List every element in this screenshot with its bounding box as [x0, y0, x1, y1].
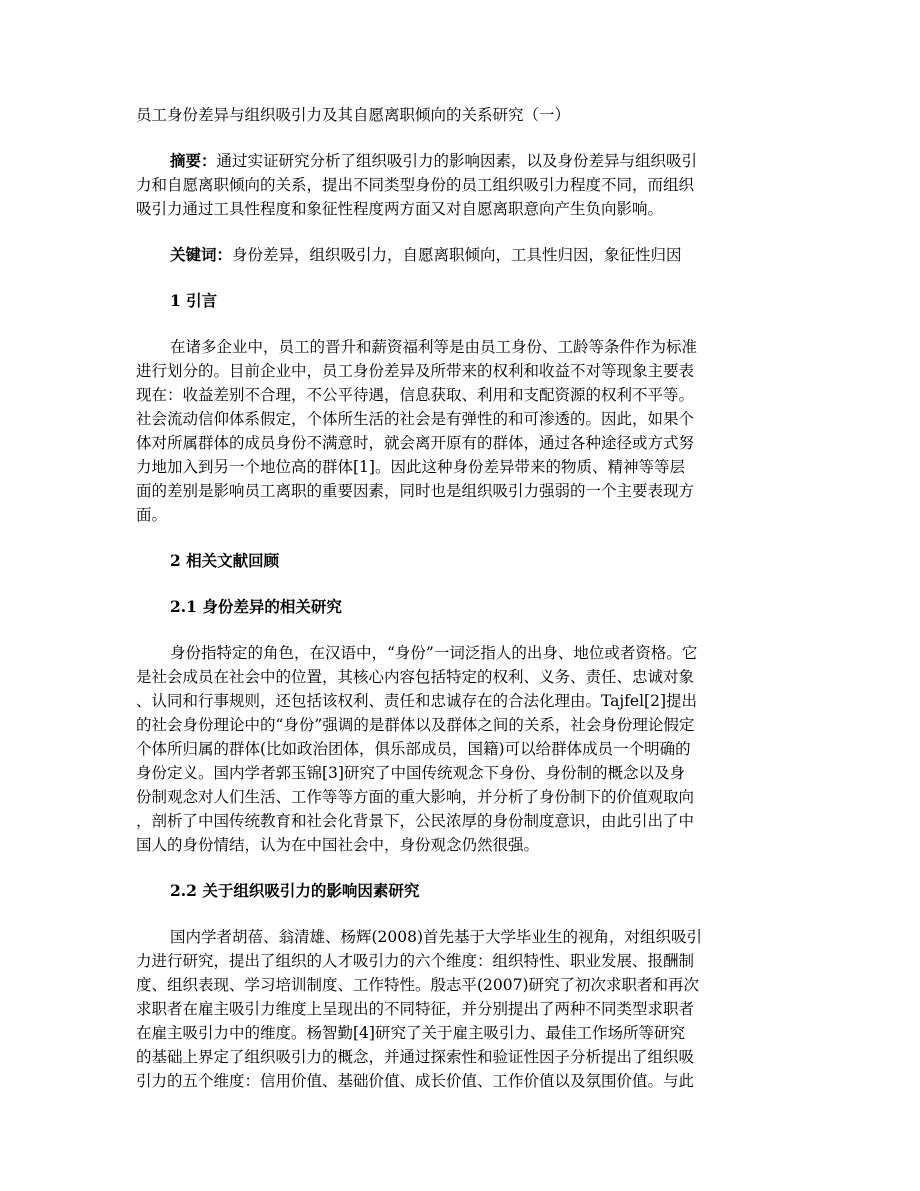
paragraph-line: 社会流动信仰体系假定，个体所生活的社会是有弹性的和可渗透的。因此，如果个	[136, 410, 695, 428]
section-paragraph	[136, 925, 786, 1093]
abstract-text: 通过实证研究分析了组织吸引力的影响因素，以及身份差异与组织吸引	[216, 152, 698, 170]
section-paragraph	[136, 641, 786, 857]
paragraph-line: 、认同和行事规则，还包括该权利、责任和忠诚存在的合法化理由。Tajfel[2]提出	[136, 692, 698, 710]
paragraph-line: 身份定义。国内学者郭玉锦[3]研究了中国传统观念下身份、身份制的概念以及身	[136, 764, 685, 782]
paragraph-line: 度、组织表现、学习培训制度、工作特性。殷志平(2007)研究了初次求职者和再次	[136, 976, 700, 994]
paragraph-line: 在诸多企业中，员工的晋升和薪资福利等是由员工身份、工龄等条件作为标准	[170, 338, 698, 356]
paragraph-line: 力进行研究，提出了组织的人才吸引力的六个维度：组织特性、职业发展、报酬制	[136, 952, 695, 970]
paragraph-line: 国人的身份情结，认为在中国社会中，身份观念仍然很强。	[136, 836, 540, 854]
abstract-line: 吸引力通过工具性程度和象征性程度两方面又对自愿离职意向产生负向影响。	[136, 200, 664, 218]
paragraph-line: ，剖析了中国传统教育和社会化背景下，公民浓厚的身份制度意识，由此引出了中	[136, 812, 695, 830]
paragraph-line: 求职者在雇主吸引力维度上呈现出的不同特征，并分别提出了两种不同类型求职者	[136, 1000, 695, 1018]
keywords-text: 身份差异，组织吸引力，自愿离职倾向，工具性归因，象征性归因	[232, 246, 682, 264]
abstract-paragraph	[136, 149, 786, 221]
section-heading: 1 引言	[170, 291, 218, 310]
subsection-heading: 2.1 身份差异的相关研究	[170, 597, 342, 616]
paragraph-line: 现在：收益差别不合理，不公平待遇，信息获取、利用和支配资源的权利不平等。	[136, 386, 695, 404]
subsection-heading: 2.2 关于组织吸引力的影响因素研究	[170, 881, 420, 900]
keywords-paragraph	[136, 243, 786, 267]
keywords-line	[136, 243, 786, 267]
abstract-line	[136, 149, 786, 173]
paragraph-line: 是社会成员在社会中的位置，其核心内容包括特定的权利、义务、责任、忠诚对象	[136, 668, 695, 686]
abstract-line: 力和自愿离职倾向的关系，提出不同类型身份的员工组织吸引力程度不同，而组织	[136, 176, 695, 194]
paragraph-line: 的基础上界定了组织吸引力的概念，并通过探索性和验证性因子分析提出了组织吸	[136, 1048, 695, 1066]
section-heading: 2 相关文献回顾	[170, 551, 280, 570]
paragraph-line: 的社会身份理论中的“身份”强调的是群体以及群体之间的关系，社会身份理论假定	[136, 716, 695, 734]
paragraph-line: 在雇主吸引力中的维度。杨智勤[4]研究了关于雇主吸引力、最佳工作场所等研究	[136, 1024, 685, 1042]
document-page	[136, 103, 786, 1115]
paragraph-line: 国内学者胡蓓、翁清雄、杨辉(2008)首先基于大学毕业生的视角，对组织吸引	[170, 928, 703, 946]
abstract-label: 摘要：	[170, 151, 217, 170]
paragraph-line: 个体所归属的群体(比如政治团体，俱乐部成员，国籍)可以给群体成员一个明确的	[136, 740, 691, 758]
paragraph-line: 面的差别是影响员工离职的重要因素，同时也是组织吸引力强弱的一个主要表现方	[136, 482, 695, 500]
paragraph-line: 面。	[136, 506, 168, 524]
paragraph-line: 份制观念对人们生活、工作等等方面的重大影响，并分析了身份制下的价值观取向	[136, 788, 695, 806]
section-paragraph	[136, 335, 786, 527]
paragraph-line: 力地加入到另一个地位高的群体[1]。因此这种身份差异带来的物质、精神等等层	[136, 458, 685, 476]
keywords-label: 关键词：	[170, 245, 233, 264]
paragraph-line: 身份指特定的角色，在汉语中，“身份”一词泛指人的出身、地位或者资格。它	[170, 644, 698, 662]
paragraph-line: 进行划分的。目前企业中，员工身份差异及所带来的权利和收益不对等现象主要表	[136, 362, 695, 380]
paragraph-line: 引力的五个维度：信用价值、基础价值、成长价值、工作价值以及氛围价值。与此	[136, 1072, 695, 1090]
paragraph-line: 体对所属群体的成员身份不满意时，就会离开原有的群体，通过各种途径或方式努	[136, 434, 695, 452]
document-title: 员工身份差异与组织吸引力及其自愿离职倾向的关系研究（一）	[136, 106, 571, 124]
